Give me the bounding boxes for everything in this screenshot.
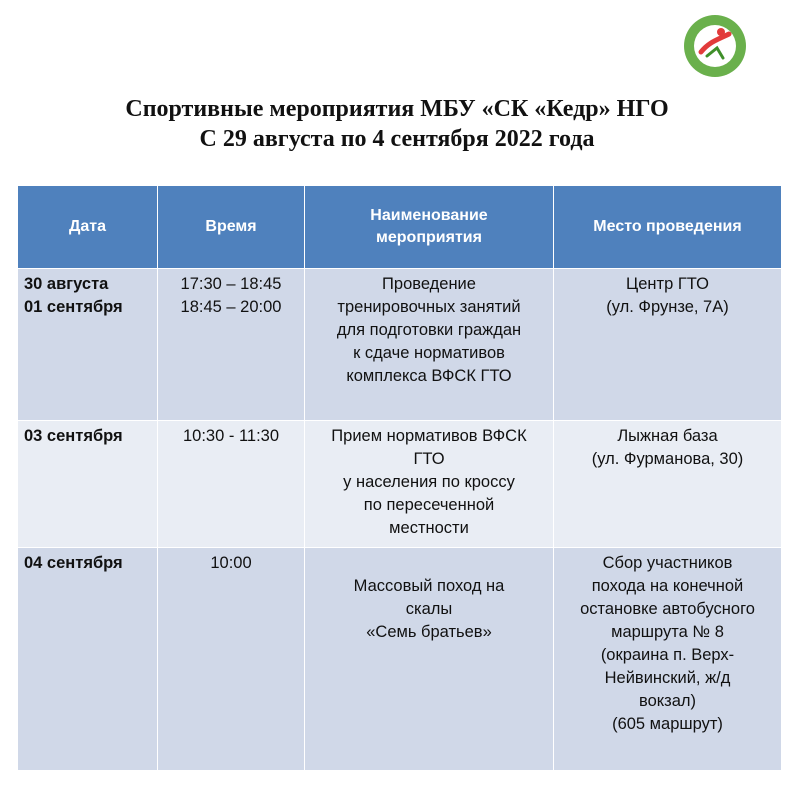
name-line: Прием нормативов ВФСК	[331, 427, 527, 445]
name-line: для подготовки граждан	[336, 321, 522, 339]
header-name-line-2: мероприятия	[376, 229, 482, 246]
table-row	[18, 548, 782, 771]
cell-place	[554, 421, 782, 548]
name-line: у населения по кроссу	[343, 473, 515, 491]
place-line: Центр ГТО	[626, 275, 709, 293]
date-line: 04 сентября	[24, 554, 123, 572]
date-line: 30 августа	[24, 275, 109, 293]
name-line: местности	[389, 519, 469, 537]
cell-date	[18, 548, 158, 771]
place-line: остановке автобусного	[580, 600, 755, 618]
place-line: похода на конечной	[591, 577, 744, 595]
header-time: Время	[158, 186, 305, 269]
time-line: 10:30 - 11:30	[182, 427, 280, 445]
header-place: Место проведения	[554, 186, 782, 269]
name-line: комплекса ВФСК ГТО	[346, 367, 512, 385]
cell-date	[18, 269, 158, 421]
title-line-2: С 29 августа по 4 сентября 2022 года	[199, 126, 595, 152]
name-line	[311, 552, 547, 575]
place-line: (окраина п. Верх-	[600, 646, 735, 664]
header-name	[305, 186, 554, 269]
table-row	[18, 269, 782, 421]
cell-place	[554, 269, 782, 421]
name-line: к сдаче нормативов	[353, 344, 505, 362]
place-line: (605 маршрут)	[612, 715, 723, 733]
header-date: Дата	[18, 186, 158, 269]
place-line: (ул. Фрунзе, 7А)	[606, 298, 729, 316]
place-line: Нейвинский, ж/д	[604, 669, 731, 687]
date-line: 03 сентября	[24, 427, 123, 445]
place-line: Лыжная база	[617, 427, 718, 445]
sports-club-logo	[681, 12, 749, 80]
cell-event-name	[305, 269, 554, 421]
sports-club-logo-icon	[681, 12, 749, 80]
name-line: по пересеченной	[363, 496, 495, 514]
page-title	[0, 94, 794, 154]
place-line: (ул. Фурманова, 30)	[591, 450, 744, 468]
name-line: скалы	[405, 600, 453, 618]
name-line: Проведение	[382, 275, 476, 293]
name-line: тренировочных занятий	[337, 298, 521, 316]
time-line: 18:45 – 20:00	[180, 298, 282, 316]
table-row	[18, 421, 782, 548]
title-line-1: Спортивные мероприятия МБУ «СК «Кедр» НГО	[125, 96, 669, 122]
cell-time	[158, 269, 305, 421]
cell-time	[158, 548, 305, 771]
time-line: 10:00	[210, 554, 252, 572]
name-line: ГТО	[413, 450, 445, 468]
events-table	[17, 185, 782, 771]
cell-event-name	[305, 421, 554, 548]
date-line: 01 сентября	[24, 298, 123, 316]
place-line: вокзал)	[638, 692, 697, 710]
name-line: Массовый поход на	[353, 577, 505, 595]
cell-time	[158, 421, 305, 548]
place-line: Сбор участников	[602, 554, 733, 572]
header-name-line-1: Наименование	[370, 207, 488, 224]
cell-date	[18, 421, 158, 548]
cell-place	[554, 548, 782, 771]
table-header-row	[18, 186, 782, 269]
name-line: «Семь братьев»	[366, 623, 492, 641]
place-line: маршрута № 8	[611, 623, 724, 641]
cell-event-name	[305, 548, 554, 771]
time-line: 17:30 – 18:45	[180, 275, 282, 293]
